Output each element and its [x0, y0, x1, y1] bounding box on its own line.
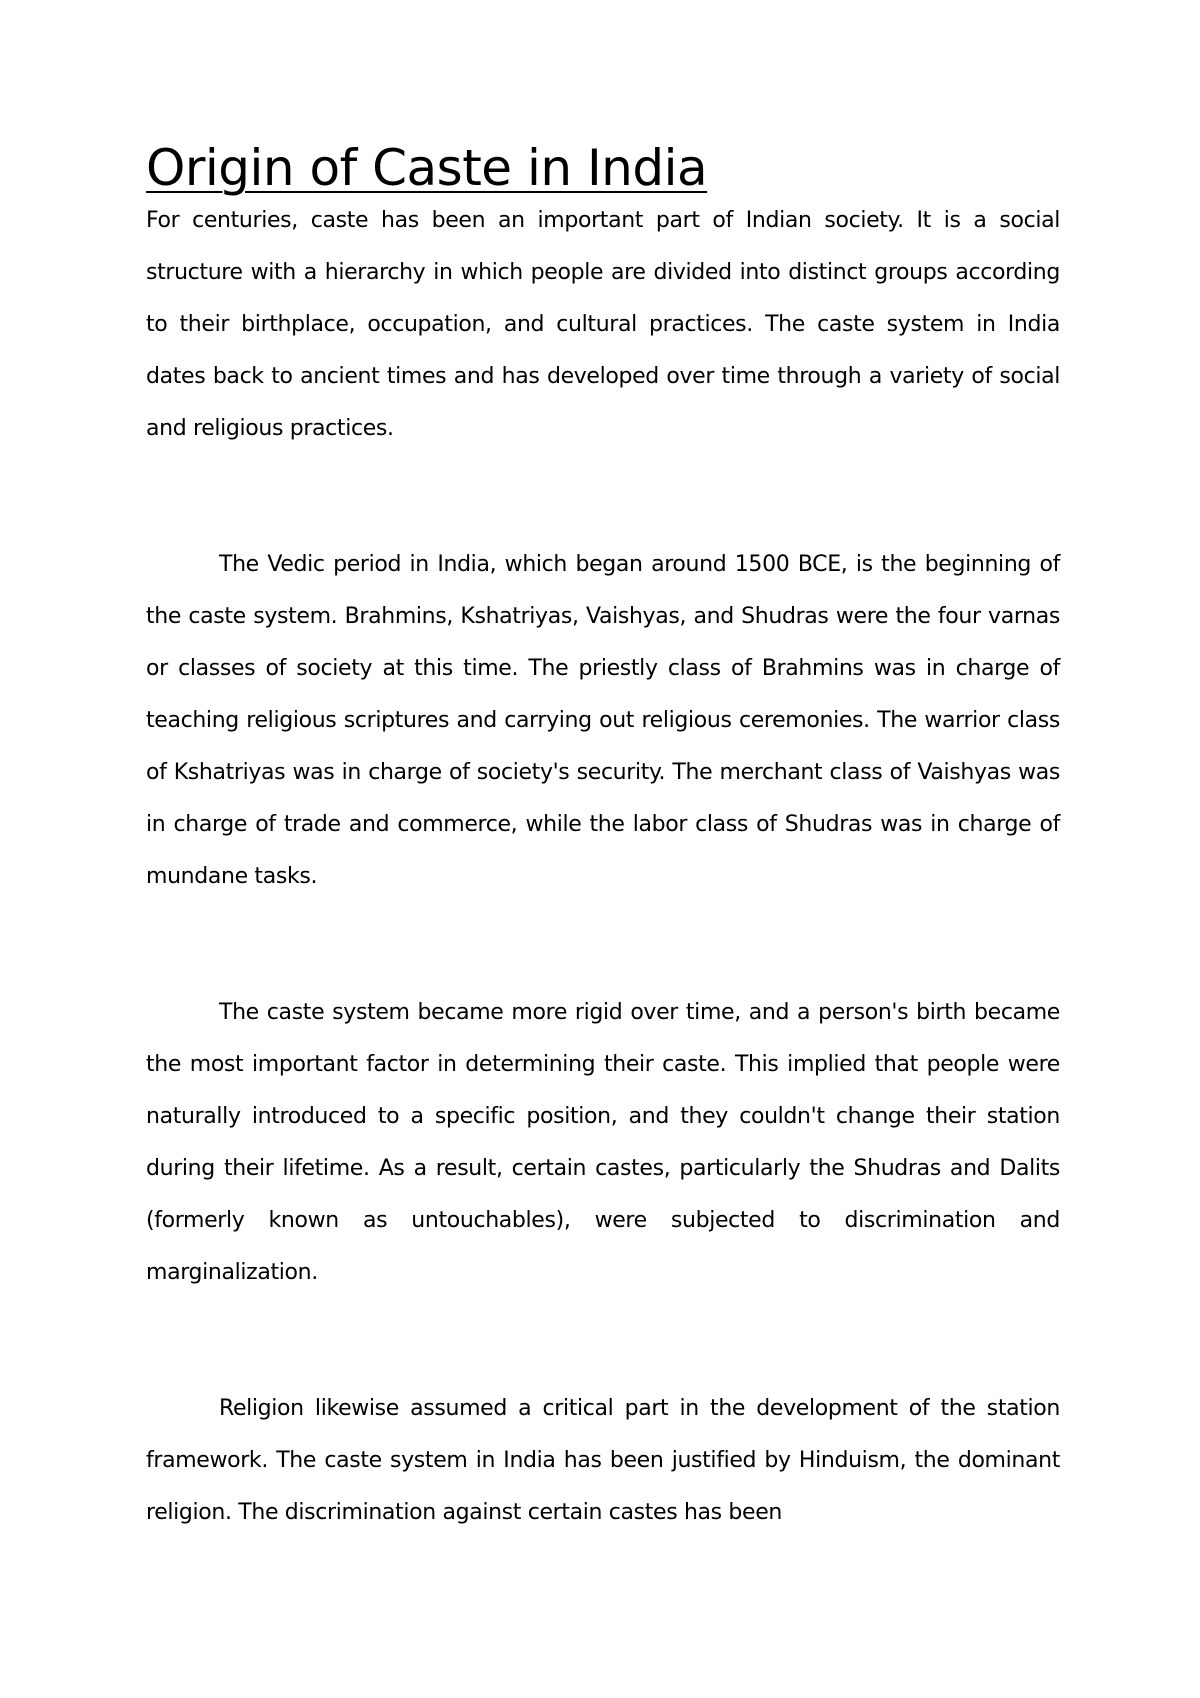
paragraph-rigid-caste: The caste system became more rigid over time, and a person's birth became the most important factor in determining their caste. This implied that people were naturally introduced to a specific position, and they couldn't change their station during their lifetime. As a result, certain castes, particularly the Shudras and Dalits (formerly known as untouchables), were subjected to discrimination and marginalization.: [146, 1000, 1060, 1285]
paragraph-spacer: [146, 1299, 1060, 1383]
paragraph-vedic-period: The Vedic period in India, which began around 1500 BCE, is the beginning of the caste system. Brahmins, Kshatriyas, Vaishyas, and Shudras were the four varnas or classes of society at this time. The priestly class of Brahmins was in charge of teaching religious scriptures and carrying out religious ceremonies. The warrior class of Kshatriyas was in charge of society's security. The merchant class of Vaishyas was in charge of trade and commerce, while the labor class of Shudras was in charge of mundane tasks.: [146, 552, 1060, 889]
paragraph-spacer: [146, 455, 1060, 539]
paragraph-spacer: [146, 903, 1060, 987]
paragraph-intro: For centuries, caste has been an important part of Indian society. It is a social structure with a hierarchy in which people are divided into distinct groups according to their birthplace, occupation, and cultural practices. The caste system in India dates back to ancient times and has developed over time through a variety of social and religious practices.: [146, 208, 1060, 441]
paragraph-religion: Religion likewise assumed a critical part in the development of the station framework. The caste system in India has been justified by Hinduism, the dominant religion. The discrimination against certain castes has been: [146, 1396, 1060, 1525]
document-title: Origin of Caste in India: [146, 139, 708, 197]
